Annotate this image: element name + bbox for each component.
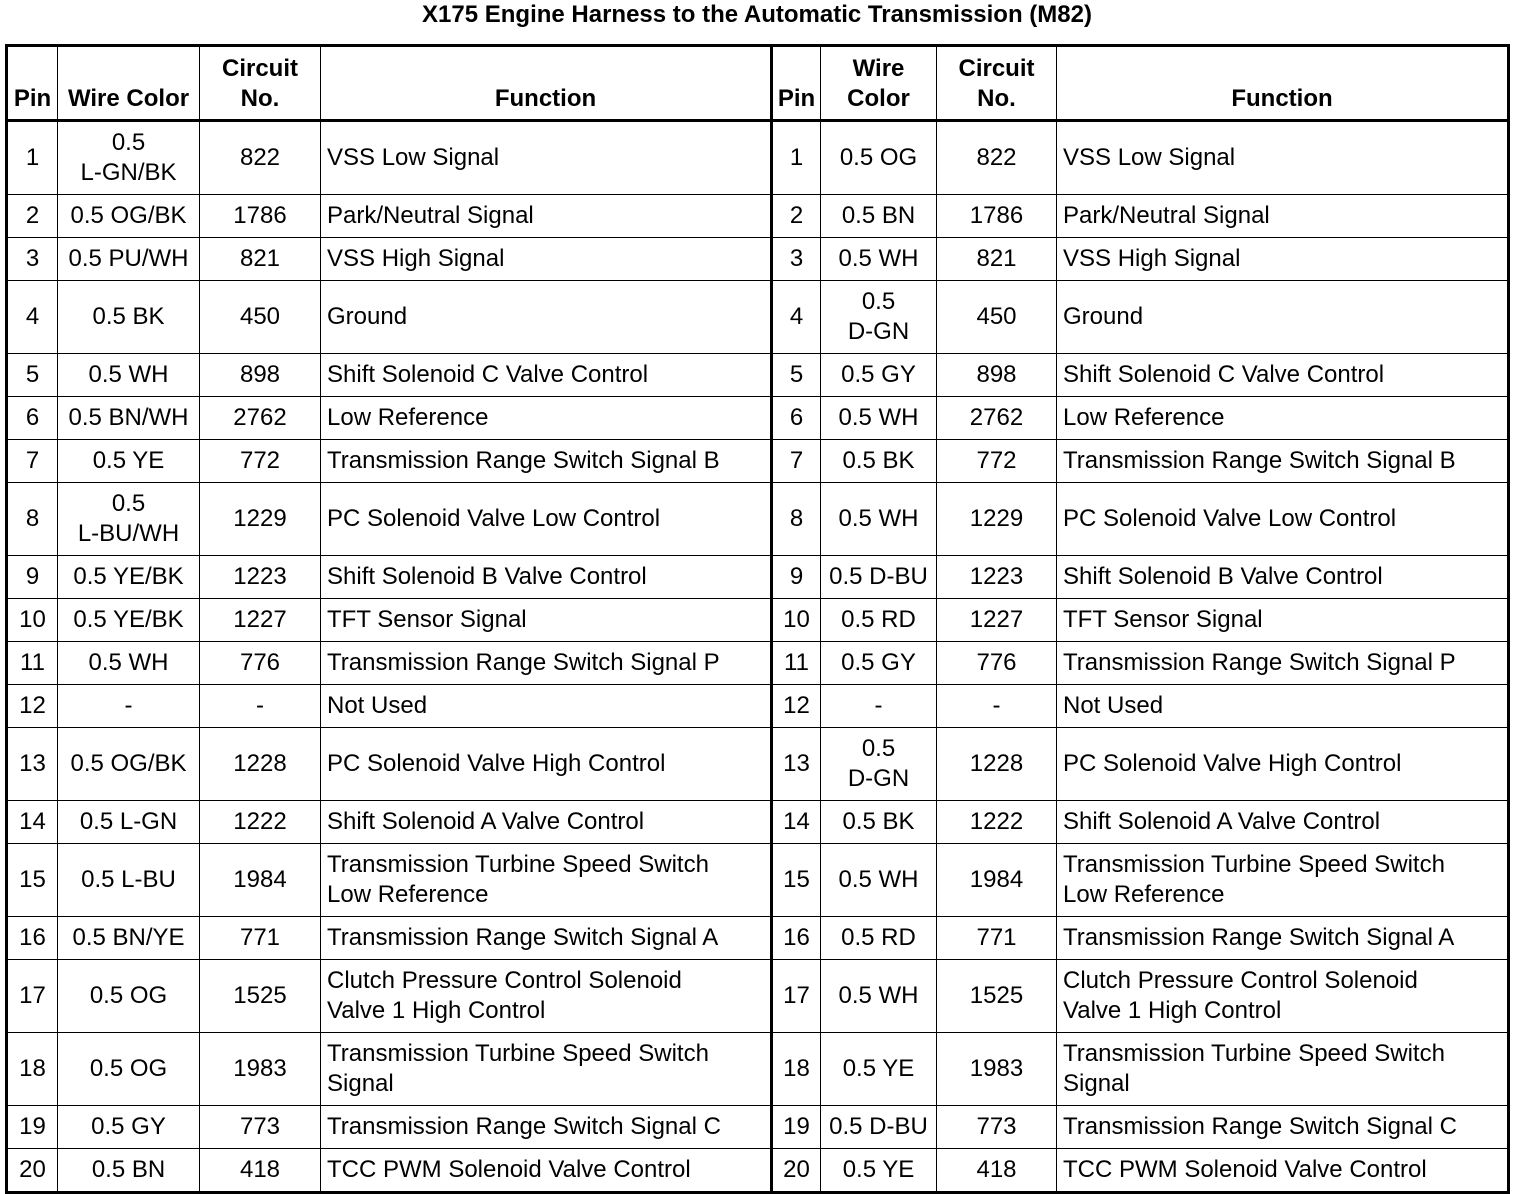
- function-cell: Shift Solenoid A Valve Control: [321, 801, 772, 844]
- circuit-cell: 1222: [200, 801, 321, 844]
- circuit-cell: 2762: [200, 397, 321, 440]
- wire-color-cell: -: [821, 685, 937, 728]
- table-row: [7, 238, 1509, 281]
- wire-color-cell: 0.5 OG: [821, 121, 937, 195]
- wire-color-cell: 0.5 L-BU: [58, 844, 200, 917]
- wire-color-cell: 0.5 PU/WH: [58, 238, 200, 281]
- function-cell: PC Solenoid Valve Low Control: [321, 483, 772, 556]
- function-cell: PC Solenoid Valve High Control: [321, 728, 772, 801]
- function-cell: Ground: [321, 281, 772, 354]
- pin-cell: 17: [7, 960, 58, 1033]
- table-row: [7, 556, 1509, 599]
- function-cell: TCC PWM Solenoid Valve Control: [321, 1149, 772, 1193]
- circuit-cell: 776: [200, 642, 321, 685]
- circuit-cell: 821: [200, 238, 321, 281]
- circuit-cell: 773: [937, 1106, 1057, 1149]
- function-cell: VSS High Signal: [1057, 238, 1509, 281]
- wire-color-cell: 0.5 WH: [821, 960, 937, 1033]
- wire-color-cell: 0.5 BK: [821, 801, 937, 844]
- wire-color-cell: 0.5 GY: [58, 1106, 200, 1149]
- table-row: [7, 960, 1509, 1033]
- circuit-cell: 418: [200, 1149, 321, 1193]
- function-cell: VSS Low Signal: [1057, 121, 1509, 195]
- circuit-cell: 1227: [937, 599, 1057, 642]
- circuit-cell: 821: [937, 238, 1057, 281]
- pin-cell: 1: [7, 121, 58, 195]
- wire-color-cell: -: [58, 685, 200, 728]
- wire-color-cell: 0.5 YE/BK: [58, 599, 200, 642]
- header-wire-color-right: Wire Color: [821, 46, 937, 121]
- function-cell: Transmission Range Switch Signal P: [321, 642, 772, 685]
- pin-cell: 3: [7, 238, 58, 281]
- pin-cell: 8: [7, 483, 58, 556]
- pin-cell: 15: [772, 844, 821, 917]
- function-cell: TFT Sensor Signal: [1057, 599, 1509, 642]
- circuit-cell: -: [200, 685, 321, 728]
- function-cell: VSS High Signal: [321, 238, 772, 281]
- circuit-cell: 772: [937, 440, 1057, 483]
- pin-cell: 13: [772, 728, 821, 801]
- wire-color-cell: 0.5 L-GN/BK: [58, 121, 200, 195]
- circuit-cell: 773: [200, 1106, 321, 1149]
- function-cell: TCC PWM Solenoid Valve Control: [1057, 1149, 1509, 1193]
- circuit-cell: 1786: [200, 195, 321, 238]
- function-cell: Transmission Range Switch Signal B: [321, 440, 772, 483]
- pin-cell: 15: [7, 844, 58, 917]
- function-cell: PC Solenoid Valve Low Control: [1057, 483, 1509, 556]
- pin-cell: 12: [772, 685, 821, 728]
- header-row: [7, 46, 1509, 121]
- function-cell: Not Used: [1057, 685, 1509, 728]
- function-cell: Transmission Turbine Speed Switch Low Reference: [321, 844, 772, 917]
- table-row: [7, 642, 1509, 685]
- function-cell: Transmission Range Switch Signal C: [1057, 1106, 1509, 1149]
- function-cell: Not Used: [321, 685, 772, 728]
- wire-color-cell: 0.5 L-GN: [58, 801, 200, 844]
- pin-cell: 7: [7, 440, 58, 483]
- table-row: [7, 917, 1509, 960]
- table-row: [7, 844, 1509, 917]
- function-cell: Shift Solenoid C Valve Control: [321, 354, 772, 397]
- circuit-cell: 1984: [200, 844, 321, 917]
- pin-cell: 16: [772, 917, 821, 960]
- function-cell: Shift Solenoid B Valve Control: [1057, 556, 1509, 599]
- circuit-cell: 1229: [200, 483, 321, 556]
- circuit-cell: 1983: [200, 1033, 321, 1106]
- pin-cell: 13: [7, 728, 58, 801]
- circuit-cell: 1222: [937, 801, 1057, 844]
- wire-color-cell: 0.5 OG/BK: [58, 728, 200, 801]
- pin-cell: 9: [7, 556, 58, 599]
- pin-cell: 7: [772, 440, 821, 483]
- wire-color-cell: 0.5 YE: [821, 1149, 937, 1193]
- header-circuit-left: Circuit No.: [200, 46, 321, 121]
- table-row: [7, 728, 1509, 801]
- wire-color-cell: 0.5 BN: [58, 1149, 200, 1193]
- table-row: [7, 440, 1509, 483]
- function-cell: TFT Sensor Signal: [321, 599, 772, 642]
- wire-color-cell: 0.5 WH: [821, 844, 937, 917]
- circuit-cell: 771: [200, 917, 321, 960]
- table-row: [7, 354, 1509, 397]
- circuit-cell: 1228: [937, 728, 1057, 801]
- header-wire-color-left: Wire Color: [58, 46, 200, 121]
- circuit-cell: -: [937, 685, 1057, 728]
- pin-cell: 19: [7, 1106, 58, 1149]
- function-cell: Low Reference: [321, 397, 772, 440]
- wire-color-cell: 0.5 RD: [821, 917, 937, 960]
- circuit-cell: 2762: [937, 397, 1057, 440]
- wire-color-cell: 0.5 D-BU: [821, 556, 937, 599]
- pin-cell: 4: [772, 281, 821, 354]
- wire-color-cell: 0.5 RD: [821, 599, 937, 642]
- wire-color-cell: 0.5 YE: [58, 440, 200, 483]
- circuit-cell: 450: [200, 281, 321, 354]
- wire-color-cell: 0.5 BN: [821, 195, 937, 238]
- function-cell: Shift Solenoid B Valve Control: [321, 556, 772, 599]
- table-row: [7, 1149, 1509, 1193]
- table-row: [7, 801, 1509, 844]
- circuit-cell: 1229: [937, 483, 1057, 556]
- circuit-cell: 822: [937, 121, 1057, 195]
- header-function-right: Function: [1057, 46, 1509, 121]
- wire-color-cell: 0.5 OG: [58, 960, 200, 1033]
- table-row: [7, 483, 1509, 556]
- table-row: [7, 1106, 1509, 1149]
- wire-color-cell: 0.5 D-BU: [821, 1106, 937, 1149]
- pin-cell: 16: [7, 917, 58, 960]
- circuit-cell: 1223: [937, 556, 1057, 599]
- circuit-cell: 776: [937, 642, 1057, 685]
- function-cell: Transmission Range Switch Signal C: [321, 1106, 772, 1149]
- wire-color-cell: 0.5 YE/BK: [58, 556, 200, 599]
- circuit-cell: 822: [200, 121, 321, 195]
- function-cell: Transmission Turbine Speed Switch Low Reference: [1057, 844, 1509, 917]
- wire-color-cell: 0.5 GY: [821, 354, 937, 397]
- wire-color-cell: 0.5 L-BU/WH: [58, 483, 200, 556]
- wire-color-cell: 0.5 OG: [58, 1033, 200, 1106]
- wire-color-cell: 0.5 BN/WH: [58, 397, 200, 440]
- pin-cell: 3: [772, 238, 821, 281]
- circuit-cell: 1984: [937, 844, 1057, 917]
- pin-cell: 1: [772, 121, 821, 195]
- table-row: [7, 195, 1509, 238]
- function-cell: Transmission Turbine Speed Switch Signal: [321, 1033, 772, 1106]
- wire-color-cell: 0.5 WH: [58, 354, 200, 397]
- pinout-table: [5, 44, 1510, 1194]
- function-cell: Clutch Pressure Control Solenoid Valve 1 High Control: [321, 960, 772, 1033]
- function-cell: Shift Solenoid A Valve Control: [1057, 801, 1509, 844]
- pin-cell: 18: [772, 1033, 821, 1106]
- circuit-cell: 1228: [200, 728, 321, 801]
- function-cell: Transmission Range Switch Signal P: [1057, 642, 1509, 685]
- pin-cell: 10: [7, 599, 58, 642]
- pin-cell: 8: [772, 483, 821, 556]
- header-pin-left: Pin: [7, 46, 58, 121]
- pin-cell: 10: [772, 599, 821, 642]
- function-cell: Transmission Range Switch Signal A: [1057, 917, 1509, 960]
- wire-color-cell: 0.5 GY: [821, 642, 937, 685]
- table-row: [7, 599, 1509, 642]
- pin-cell: 17: [772, 960, 821, 1033]
- wire-color-cell: 0.5 YE: [821, 1033, 937, 1106]
- function-cell: Transmission Turbine Speed Switch Signal: [1057, 1033, 1509, 1106]
- function-cell: Clutch Pressure Control Solenoid Valve 1 High Control: [1057, 960, 1509, 1033]
- pin-cell: 11: [7, 642, 58, 685]
- function-cell: Ground: [1057, 281, 1509, 354]
- pin-cell: 20: [7, 1149, 58, 1193]
- wire-color-cell: 0.5 WH: [821, 397, 937, 440]
- header-function-left: Function: [321, 46, 772, 121]
- pin-cell: 11: [772, 642, 821, 685]
- pin-cell: 6: [772, 397, 821, 440]
- table-row: [7, 1033, 1509, 1106]
- pin-cell: 2: [7, 195, 58, 238]
- pin-cell: 9: [772, 556, 821, 599]
- circuit-cell: 418: [937, 1149, 1057, 1193]
- circuit-cell: 1227: [200, 599, 321, 642]
- circuit-cell: 450: [937, 281, 1057, 354]
- table-row: [7, 685, 1509, 728]
- wire-color-cell: 0.5 D-GN: [821, 281, 937, 354]
- circuit-cell: 1223: [200, 556, 321, 599]
- wire-color-cell: 0.5 BK: [58, 281, 200, 354]
- wire-color-cell: 0.5 BN/YE: [58, 917, 200, 960]
- page-title: X175 Engine Harness to the Automatic Transmission (M82): [422, 1, 1092, 28]
- function-cell: Park/Neutral Signal: [1057, 195, 1509, 238]
- function-cell: Park/Neutral Signal: [321, 195, 772, 238]
- pin-cell: 5: [772, 354, 821, 397]
- pin-cell: 12: [7, 685, 58, 728]
- pin-cell: 14: [7, 801, 58, 844]
- function-cell: VSS Low Signal: [321, 121, 772, 195]
- circuit-cell: 1983: [937, 1033, 1057, 1106]
- wire-color-cell: 0.5 WH: [821, 483, 937, 556]
- function-cell: Transmission Range Switch Signal A: [321, 917, 772, 960]
- wire-color-cell: 0.5 BK: [821, 440, 937, 483]
- pin-cell: 6: [7, 397, 58, 440]
- table-row: [7, 121, 1509, 195]
- wire-color-cell: 0.5 D-GN: [821, 728, 937, 801]
- circuit-cell: 898: [200, 354, 321, 397]
- function-cell: Transmission Range Switch Signal B: [1057, 440, 1509, 483]
- wire-color-cell: 0.5 WH: [58, 642, 200, 685]
- table-row: [7, 397, 1509, 440]
- circuit-cell: 898: [937, 354, 1057, 397]
- pin-cell: 2: [772, 195, 821, 238]
- pin-cell: 5: [7, 354, 58, 397]
- table-row: [7, 281, 1509, 354]
- header-pin-right: Pin: [772, 46, 821, 121]
- pin-cell: 4: [7, 281, 58, 354]
- pin-cell: 14: [772, 801, 821, 844]
- circuit-cell: 772: [200, 440, 321, 483]
- circuit-cell: 1786: [937, 195, 1057, 238]
- function-cell: Shift Solenoid C Valve Control: [1057, 354, 1509, 397]
- pin-cell: 18: [7, 1033, 58, 1106]
- function-cell: PC Solenoid Valve High Control: [1057, 728, 1509, 801]
- header-circuit-right: Circuit No.: [937, 46, 1057, 121]
- wire-color-cell: 0.5 OG/BK: [58, 195, 200, 238]
- circuit-cell: 1525: [200, 960, 321, 1033]
- pin-cell: 20: [772, 1149, 821, 1193]
- function-cell: Low Reference: [1057, 397, 1509, 440]
- pin-cell: 19: [772, 1106, 821, 1149]
- wire-color-cell: 0.5 WH: [821, 238, 937, 281]
- circuit-cell: 771: [937, 917, 1057, 960]
- circuit-cell: 1525: [937, 960, 1057, 1033]
